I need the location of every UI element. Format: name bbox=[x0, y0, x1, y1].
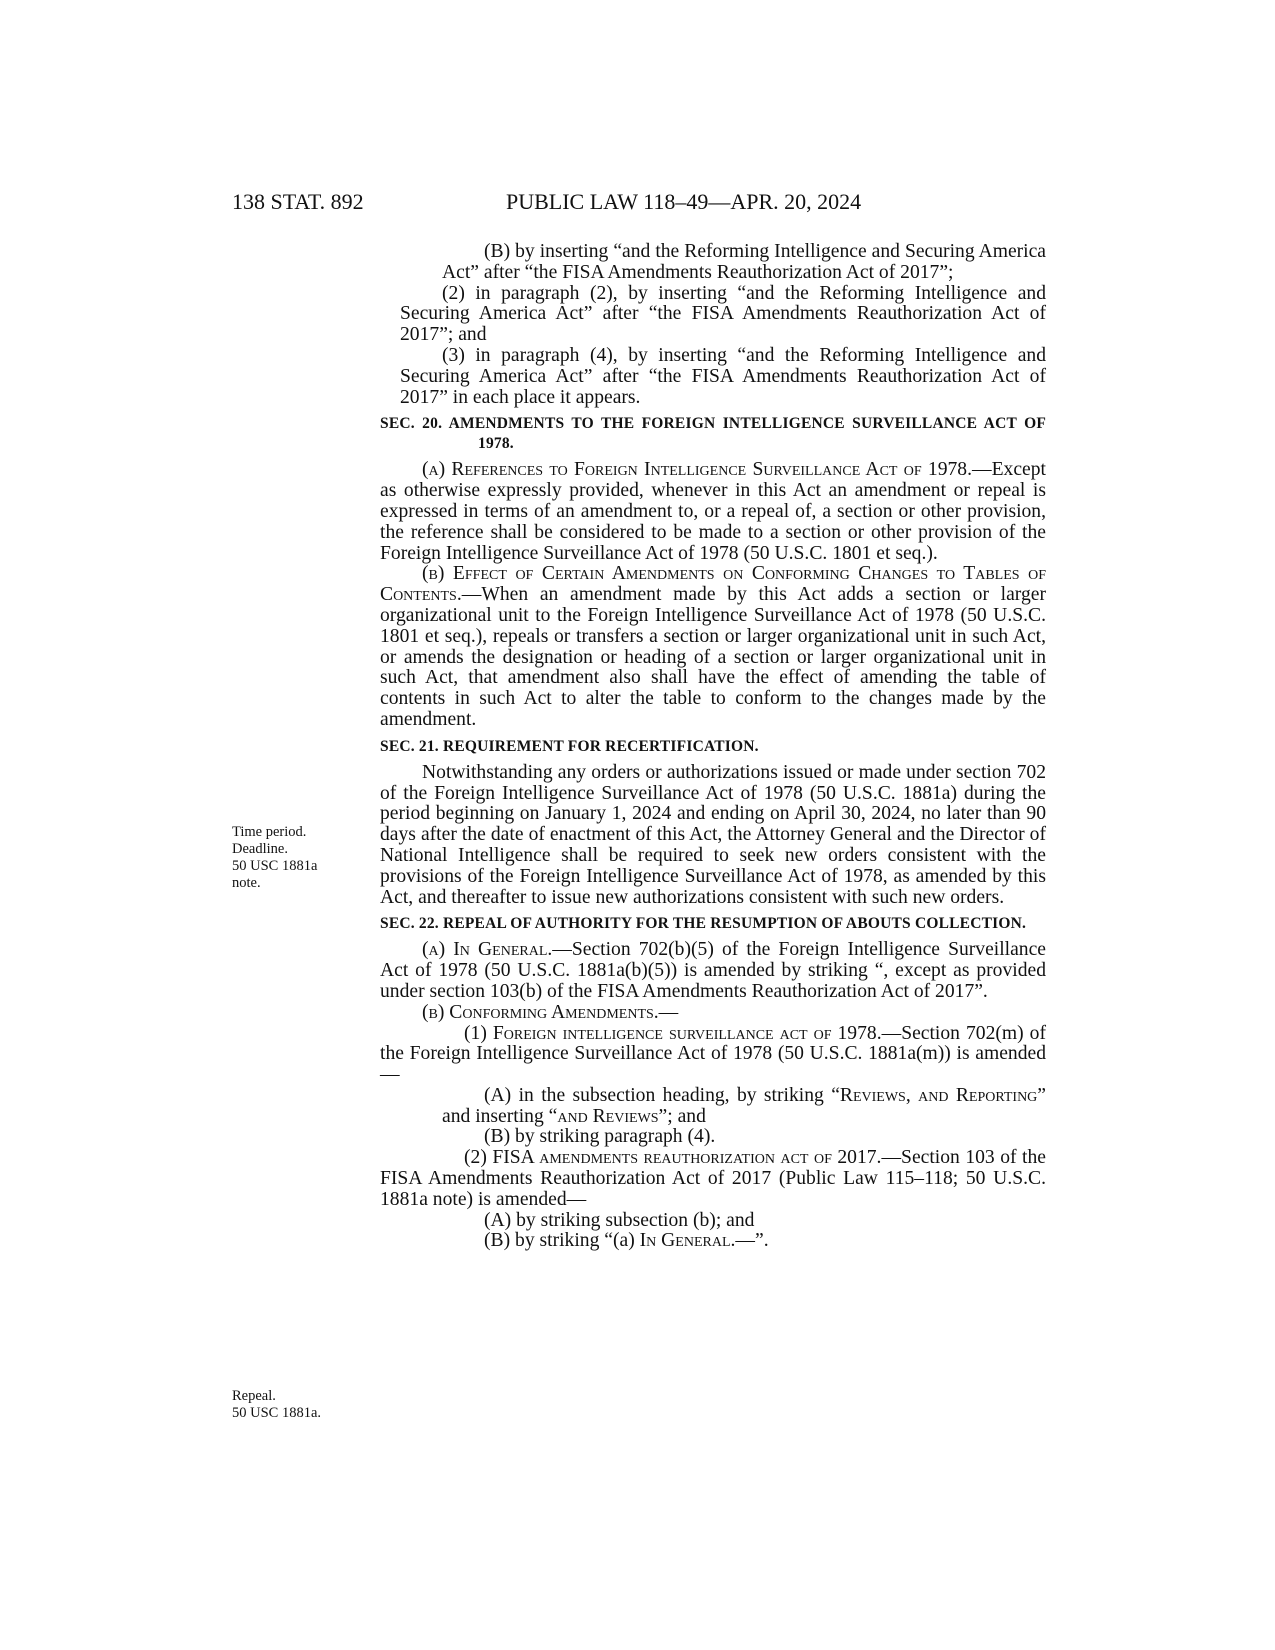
section-20-b bbox=[380, 564, 1046, 730]
text-run: ”; and bbox=[658, 1105, 706, 1127]
paragraph-heading: (1) Foreign intelligence surveillance act of 1978. bbox=[464, 1022, 882, 1044]
section-22-b-1-B: (B) by striking paragraph (4). bbox=[484, 1126, 716, 1148]
paragraph-b: (B) by inserting “and the Reforming Intelligence and Securing America Act” after “the FISA Amendments Reauthorization Act of 2017”; bbox=[442, 241, 1046, 283]
section-22-b-heading: (b) Conforming Amendments.— bbox=[422, 1001, 679, 1023]
paragraph-2: (2) in paragraph (2), by inserting “and the Reforming Intelligence and Securing America Act” after “the FISA Amendments Reauthorization Act of 2017”; and bbox=[400, 282, 1046, 346]
paragraph-3: (3) in paragraph (4), by inserting “and the Reforming Intelligence and Securing America Act” after “the FISA Amendments Reauthorization Act of 2017” in each place it appears. bbox=[400, 344, 1046, 408]
paragraph-text: —Section 103 of the FISA Amendments Reauthorization Act of 2017 (Public Law 115–118; 50 U.S.C. 1881a note) is amended— bbox=[380, 1147, 1046, 1210]
section-22-heading: SEC. 22. REPEAL OF AUTHORITY FOR THE RESUMPTION OF ABOUTS COLLECTION. bbox=[380, 915, 1027, 933]
subsection-heading: (a) In General. bbox=[422, 939, 553, 961]
text-run: In General bbox=[639, 1230, 731, 1252]
section-21-heading: SEC. 21. REQUIREMENT FOR RECERTIFICATION. bbox=[380, 737, 759, 755]
section-22-a bbox=[380, 940, 1046, 1002]
margin-note-line: note. bbox=[232, 875, 261, 891]
section-22-b-2-B bbox=[380, 1231, 1046, 1252]
subsection-text: —When an amendment made by this Act adds a section or larger organizational unit to the Foreign Intelligence Surveillance Act of 1978 (50 U.S.C. 1801 et seq.), repeals or transfers a section or larger organizational unit in such Act, or amends the designation or heading of a section or larger organizational unit in such Act, that amendment also shall have the effect of amending the table of contents in such Act to alter the table to conform to the changes made by the amendment. bbox=[380, 584, 1046, 730]
paragraph-text: —Section 702(m) of the Foreign Intelligence Surveillance Act of 1978 (50 U.S.C. 1881a(m)) is amended— bbox=[380, 1022, 1046, 1086]
subsection-text: —Except as otherwise expressly provided, whenever in this Act an amendment or repeal is expressed in terms of an amendment to, or a repeal of, a section or other provision, the reference shall be considered to be made to a section or other provision of the Foreign Intelligence Surveillance Act of 1978 (50 U.S.C. 1801 et seq.). bbox=[380, 459, 1046, 564]
subsection-text: —Section 702(b)(5) of the Foreign Intelligence Surveillance Act of 1978 (50 U.S.C. 1881a(b)(5)) is amended by striking “, except as provided under section 103(b) of the FISA Amendments Reauthorization Act of 2017”. bbox=[380, 939, 1046, 1002]
section-22-b-1-A bbox=[380, 1086, 1046, 1128]
section-22-b-1 bbox=[380, 1024, 1046, 1086]
margin-note-line: Deadline. bbox=[232, 841, 288, 857]
margin-note-line: 50 USC 1881a bbox=[232, 858, 318, 874]
section-22-b-2-A: (A) by striking subsection (b); and bbox=[484, 1209, 755, 1231]
section-21-text: Notwithstanding any orders or authorizations issued or made under section 702 of the Foreign Intelligence Surveillance Act of 1978 (50 U.S.C. 1881a) during the period beginning on January 1, 2024 and ending on April 30, 2024, no later than 90 days after the date of enactment of this Act, the Attorney General and the Director of National Intelligence shall be required to seek new orders consistent with the provisions of the Foreign Intelligence Surveillance Act of 1978, as amended by this Act, and thereafter to issue new authorizations consistent with such new orders. bbox=[380, 761, 1046, 908]
section-20-heading: SEC. 20. AMENDMENTS TO THE FOREIGN INTELLIGENCE SURVEILLANCE ACT OF 1978. bbox=[380, 415, 1046, 453]
text-run: Reviews, and Reporting bbox=[839, 1084, 1038, 1106]
text-run: ” and inserting “ bbox=[442, 1084, 1046, 1127]
margin-note-line: 50 USC 1881a. bbox=[232, 1405, 322, 1421]
text-run: .—”. bbox=[730, 1230, 769, 1252]
section-22-b-2 bbox=[380, 1148, 1046, 1210]
margin-note-line: Repeal. bbox=[232, 1388, 276, 1404]
running-header: PUBLIC LAW 118–49—APR. 20, 2024 bbox=[506, 189, 862, 214]
text-run: and Reviews bbox=[557, 1105, 659, 1127]
margin-note-time-period bbox=[232, 824, 317, 892]
text-run: (A) in the subsection heading, by striking “ bbox=[484, 1084, 840, 1106]
body-text bbox=[380, 242, 1046, 1252]
subsection-heading: (b) Effect of Certain Amendments on Conforming Changes to Tables of Contents. bbox=[380, 563, 1046, 606]
paragraph-heading: (2) FISA amendments reauthorization act of 2017. bbox=[464, 1147, 882, 1169]
text-run: (B) by striking “(a) bbox=[484, 1230, 640, 1252]
margin-note-repeal bbox=[232, 1388, 321, 1422]
page-stat-number: 138 STAT. 892 bbox=[232, 189, 364, 214]
subsection-heading: (a) References to Foreign Intelligence Surveillance Act of 1978. bbox=[422, 459, 972, 481]
margin-note-line: Time period. bbox=[232, 824, 307, 840]
section-20-a bbox=[380, 460, 1046, 564]
